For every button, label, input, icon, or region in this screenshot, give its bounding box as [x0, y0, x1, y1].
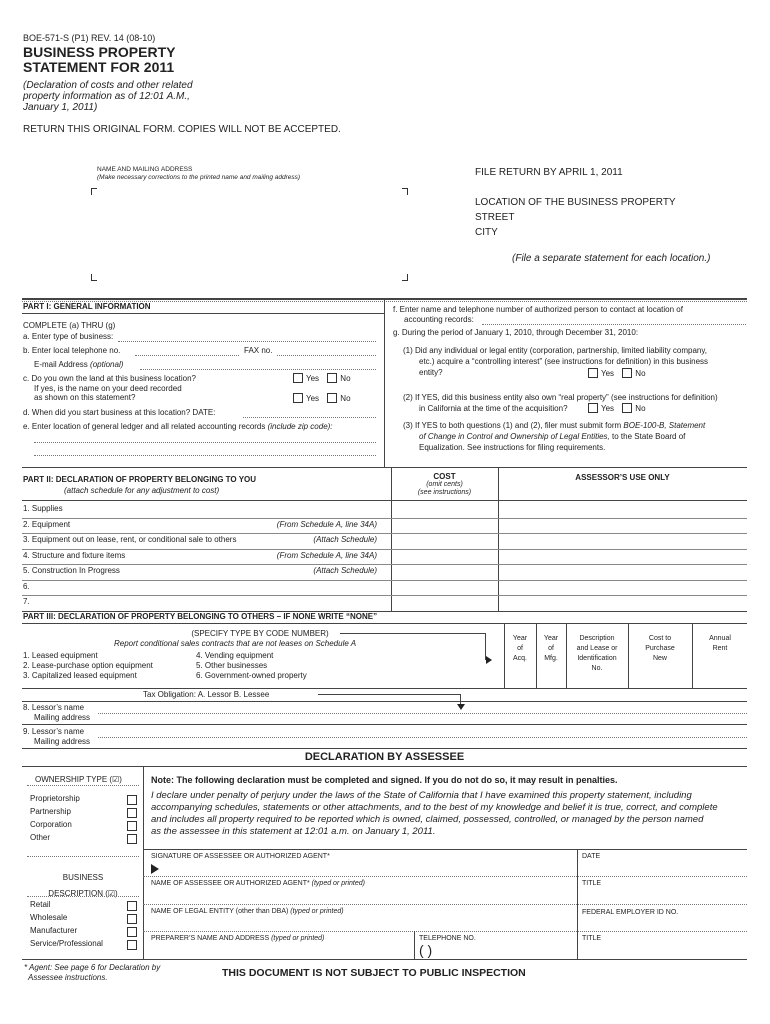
- business-option-label: Retail: [30, 900, 51, 909]
- part2-row-label: 4. Structure and fixture items: [23, 550, 126, 560]
- column-divider: [692, 623, 693, 688]
- control-question-line: entity?: [419, 368, 443, 377]
- deed-yes-checkbox[interactable]: [293, 393, 303, 403]
- lessor-address-label: Mailing address: [34, 713, 91, 722]
- ownership-option-checkbox[interactable]: [127, 808, 137, 818]
- part2-row-label: 7.: [23, 597, 30, 606]
- telephone-field[interactable]: [135, 355, 239, 356]
- control-question-line: (1) Did any individual or legal entity (corporation, partnership, limited liability company,: [403, 346, 707, 355]
- declaration-text: [151, 790, 718, 838]
- no-label: No: [635, 368, 646, 378]
- part2-subheading: (attach schedule for any adjustment to cost): [64, 486, 220, 495]
- header-line: Purchase: [645, 645, 675, 652]
- boe100b-line: Equalization. See instructions for filing requirements.: [419, 443, 606, 452]
- report-note: Report conditional sales contracts that are not leases on Schedule A: [114, 639, 357, 648]
- no-label: No: [635, 403, 646, 413]
- address-label: [97, 166, 300, 182]
- real-property-no-checkbox[interactable]: [622, 403, 632, 413]
- fein-field[interactable]: [582, 918, 742, 930]
- deed-no-checkbox[interactable]: [327, 393, 337, 403]
- leader-line: [340, 633, 485, 634]
- real-property-question: [403, 392, 718, 414]
- subtitle-line: property information as of 12:01 A.M.,: [23, 91, 190, 102]
- control-question-line: etc.) acquire a “controlling interest” (see instructions for definition) in this business: [419, 357, 709, 366]
- header-line: of: [548, 645, 554, 652]
- preparer-field[interactable]: [151, 944, 409, 957]
- cost-subheader-line: (omit cents): [426, 481, 463, 488]
- lessor8-label: [23, 703, 90, 723]
- header-line: No.: [591, 665, 603, 672]
- signature-field[interactable]: [163, 860, 573, 874]
- file-return-deadline: FILE RETURN BY APRIL 1, 2011: [475, 167, 623, 178]
- header-line: Year: [512, 635, 528, 642]
- email-field[interactable]: [140, 369, 376, 370]
- description-header: [566, 634, 628, 674]
- divider: [22, 623, 747, 624]
- title-label: TITLE: [582, 880, 602, 887]
- declaration-note: Note: The following declaration must be completed and signed. If you do not do so, it may result in penalties.: [151, 775, 618, 785]
- ledger-field[interactable]: [34, 455, 376, 456]
- preparer-label-text: PREPARER’S NAME AND ADDRESS: [151, 935, 270, 942]
- part2-cost-field[interactable]: [392, 564, 497, 579]
- preparer-note: (typed or printed): [271, 935, 325, 942]
- footnote-line: * Agent: See page 6 for Declaration by: [24, 963, 161, 972]
- part2-cost-field[interactable]: [392, 518, 497, 533]
- header-line: Mfg.: [544, 655, 558, 662]
- agent-name-label-text: NAME OF ASSESSEE OR AUTHORIZED AGENT*: [151, 880, 310, 887]
- phone-label: TELEPHONE NO.: [419, 935, 476, 942]
- preparer-title-label: TITLE: [582, 935, 602, 942]
- declaration-line: accompanying schedules, statements or other attachments, and to the best of my knowledge and belief it is true, correct, and complete: [151, 802, 718, 813]
- code-item: 1. Leased equipment: [23, 651, 98, 660]
- land-yes-checkbox[interactable]: [293, 373, 303, 383]
- part2-row-label: 2. Equipment: [23, 519, 71, 529]
- control-yesno: [588, 368, 646, 380]
- date-field[interactable]: [582, 861, 742, 874]
- business-label-line: DESCRIPTION (☑): [48, 889, 118, 898]
- lessor9-label: [23, 727, 90, 747]
- tax-obligation: Tax Obligation: A. Lessor B. Lessee: [143, 690, 270, 699]
- agent-footnote: [24, 963, 160, 983]
- lessor-name-label: 9. Lessor’s name: [23, 727, 85, 736]
- lessor-name-label: 8. Lessor’s name: [23, 703, 85, 712]
- control-question: [403, 345, 708, 378]
- deed-yesno: [293, 393, 351, 405]
- yes-label: Yes: [601, 403, 615, 413]
- corner-mark: [91, 274, 97, 281]
- cost-header: COST: [433, 472, 456, 481]
- ownership-option-label: Proprietorship: [30, 794, 80, 803]
- lessor-address-label: Mailing address: [34, 737, 91, 746]
- contact-question-line: f. Enter name and telephone number of authorized person to contact at location of: [393, 305, 683, 314]
- part2-cost-field[interactable]: [392, 580, 497, 595]
- declaration-line: I declare under penalty of perjury under the laws of the State of California that I have examined this property statement, including: [151, 790, 692, 801]
- assessor-use-header: ASSESSOR’S USE ONLY: [575, 473, 670, 482]
- declaration-line: and includes all property required to be reported which is owned, claimed, possessed, controlled, or managed by the person named: [151, 814, 704, 825]
- part1-heading: PART I: GENERAL INFORMATION: [23, 302, 151, 311]
- email-optional: (optional): [90, 360, 124, 369]
- header-line: Description: [579, 635, 615, 642]
- deed-question: [34, 384, 182, 402]
- fax-label: FAX no.: [244, 346, 273, 355]
- divider: [143, 931, 747, 932]
- business-option-label: Wholesale: [30, 913, 68, 922]
- yes-label: Yes: [601, 368, 615, 378]
- lessor8-name-field[interactable]: [98, 713, 747, 714]
- header-line: of: [517, 645, 523, 652]
- boe100b-form-name: BOE-100-B, Statement: [623, 421, 706, 430]
- part3-heading: PART III: DECLARATION OF PROPERTY BELONGING TO OTHERS – IF NONE WRITE “NONE”: [23, 612, 378, 621]
- divider: [22, 766, 747, 767]
- code-item: 6. Government-owned property: [196, 671, 307, 680]
- code-item: 3. Capitalized leased equipment: [23, 671, 137, 680]
- fein-label: FEDERAL EMPLOYER ID NO.: [582, 909, 679, 916]
- legal-entity-note: (typed or printed): [290, 908, 344, 915]
- column-divider: [414, 931, 415, 959]
- boe100b-form-name: of Change in Control and Ownership of Legal Entities,: [419, 432, 610, 441]
- part2-row-label: 3. Equipment out on lease, rent, or conditional sale to others: [23, 535, 237, 544]
- header-line: Acq.: [512, 655, 527, 662]
- header-line: and Lease or: [576, 645, 618, 652]
- divider: [27, 896, 139, 897]
- agent-name-field[interactable]: [151, 889, 571, 902]
- business-option-checkbox[interactable]: [127, 901, 137, 911]
- signature-label: SIGNATURE OF ASSESSEE OR AUTHORIZED AGENT*: [151, 853, 330, 860]
- form-title-line1: BUSINESS PROPERTY: [23, 44, 176, 60]
- preparer-title-field[interactable]: [582, 944, 742, 957]
- header-line: Annual: [709, 635, 731, 642]
- start-date-field[interactable]: [243, 417, 376, 418]
- start-date-label: d. When did you start business at this location? DATE:: [23, 408, 216, 417]
- divider: [27, 856, 139, 857]
- agent-name-label: [151, 880, 365, 887]
- year-mfg-header: [536, 634, 566, 664]
- boe100b-instruction: [403, 420, 705, 453]
- annual-rent-header: [692, 634, 748, 654]
- row-divider: [22, 595, 747, 596]
- real-property-line: (2) If YES, did this business entity also own “real property” (see instructions for definition): [403, 393, 718, 402]
- business-option-checkbox[interactable]: [127, 927, 137, 937]
- corner-mark: [402, 274, 408, 281]
- yes-label: Yes: [306, 393, 320, 403]
- divider: [22, 959, 747, 960]
- arrow-icon: [486, 656, 492, 664]
- part2-cost-field[interactable]: [392, 502, 497, 517]
- divider: [22, 724, 747, 725]
- part2-row-label: 6.: [23, 581, 30, 591]
- leader-line: [318, 694, 460, 695]
- divider: [22, 748, 747, 749]
- form-id: BOE-571-S (P1) REV. 14 (08-10): [23, 33, 156, 43]
- corner-mark: [91, 188, 97, 195]
- business-label-line: BUSINESS: [62, 873, 104, 882]
- phone-field[interactable]: ( ): [419, 942, 433, 958]
- ownership-option-label: Partnership: [30, 807, 71, 816]
- land-yesno: [293, 373, 351, 385]
- land-no-checkbox[interactable]: [327, 373, 337, 383]
- public-inspection-notice: THIS DOCUMENT IS NOT SUBJECT TO PUBLIC INSPECTION: [222, 967, 526, 979]
- control-yes-checkbox[interactable]: [588, 368, 598, 378]
- control-no-checkbox[interactable]: [622, 368, 632, 378]
- ownership-option-checkbox[interactable]: [127, 821, 137, 831]
- boe100b-line: (3) If YES to both questions (1) and (2), filer must submit form: [403, 421, 622, 430]
- part2-row-note: (Attach Schedule): [313, 535, 377, 544]
- address-label-text: NAME AND MAILING ADDRESS: [97, 166, 193, 173]
- contact-field[interactable]: [482, 324, 746, 325]
- declaration-title: DECLARATION BY ASSESSEE: [304, 751, 465, 763]
- location-label: LOCATION OF THE BUSINESS PROPERTY: [475, 197, 676, 208]
- legal-entity-label-text: NAME OF LEGAL ENTITY (other than DBA): [151, 908, 289, 915]
- header-line: Identification: [577, 655, 617, 662]
- complete-instruction: COMPLETE (a) THRU (g): [23, 321, 116, 330]
- header-line: Cost to: [648, 635, 672, 642]
- part2-cost-field[interactable]: [392, 549, 497, 564]
- divider: [143, 876, 747, 877]
- real-property-yesno: [588, 403, 646, 415]
- business-type-label: a. Enter type of business:: [23, 332, 114, 341]
- footnote-line: Assessee instructions.: [28, 973, 108, 982]
- divider: [143, 849, 747, 850]
- year-acq-header: [504, 634, 536, 664]
- row-divider: [22, 533, 747, 534]
- title-field[interactable]: [582, 889, 742, 902]
- divider: [27, 785, 139, 786]
- row-divider: [22, 580, 747, 581]
- divider: [22, 688, 747, 689]
- date-label: DATE: [582, 853, 601, 860]
- ownership-option-label: Other: [30, 833, 51, 842]
- form-title: [23, 45, 175, 75]
- ownership-option-label: Corporation: [30, 820, 72, 829]
- address-sublabel: (Make necessary corrections to the printed name and mailing address): [97, 174, 301, 181]
- divider: [22, 500, 747, 501]
- corner-mark: [402, 188, 408, 195]
- form-subtitle: [23, 80, 193, 113]
- column-divider: [384, 298, 385, 468]
- part2-cost-field[interactable]: [392, 533, 497, 548]
- divider: [143, 904, 747, 905]
- boe100b-line: to the State Board of: [612, 432, 686, 441]
- part2-row-label: 1. Supplies: [23, 504, 63, 513]
- email-label: [34, 360, 123, 369]
- legal-entity-field[interactable]: [151, 917, 571, 930]
- real-property-yes-checkbox[interactable]: [588, 403, 598, 413]
- city-label: CITY: [475, 227, 498, 238]
- ledger-label-note: (include zip code):: [267, 422, 333, 431]
- cost-subheader: [391, 481, 498, 497]
- cost-subheader-line: (see instructions): [417, 489, 472, 496]
- subtitle-line: (Declaration of costs and other related: [23, 80, 193, 91]
- row-divider: [22, 549, 747, 550]
- email-label-text: E-mail Address: [34, 360, 88, 369]
- no-label: No: [340, 393, 351, 403]
- contact-question-line: accounting records:: [404, 315, 474, 324]
- divider: [22, 701, 747, 702]
- row-divider: [22, 564, 747, 565]
- column-divider: [498, 467, 499, 612]
- business-option-label: Manufacturer: [30, 926, 78, 935]
- preparer-label: [151, 935, 324, 942]
- divider: [22, 313, 384, 314]
- lessor9-name-field[interactable]: [98, 737, 747, 738]
- part2-row-label: 5. Construction In Progress: [23, 566, 120, 575]
- code-item: 4. Vending equipment: [196, 651, 274, 660]
- ledger-field[interactable]: [34, 442, 376, 443]
- subtitle-line: January 1, 2011): [23, 102, 98, 113]
- code-item: 5. Other businesses: [196, 661, 268, 670]
- legal-entity-label: [151, 908, 344, 915]
- telephone-label: b. Enter local telephone no.: [23, 346, 121, 355]
- divider: [22, 467, 747, 468]
- deed-question-line: If yes, is the name on your deed recorded: [34, 384, 182, 393]
- codes-right: [196, 651, 307, 681]
- period-question: g. During the period of January 1, 2010, through December 31, 2010:: [393, 328, 639, 337]
- part2-cost-field[interactable]: [392, 595, 497, 610]
- ownership-option-checkbox[interactable]: [127, 795, 137, 805]
- ownership-option-checkbox[interactable]: [127, 834, 137, 844]
- return-notice: RETURN THIS ORIGINAL FORM. COPIES WILL NOT BE ACCEPTED.: [23, 124, 341, 135]
- cost-new-header: [628, 634, 692, 664]
- location-block: [475, 195, 676, 240]
- land-question: c. Do you own the land at this business location?: [23, 374, 196, 383]
- fax-field[interactable]: [277, 355, 376, 356]
- specify-type: (SPECIFY TYPE BY CODE NUMBER): [191, 629, 329, 638]
- yes-label: Yes: [306, 373, 320, 383]
- ledger-label: [23, 422, 333, 431]
- declaration-line: as the assessee in this statement at 12:01 a.m. on January 1, 2011.: [151, 826, 436, 837]
- code-item: 2. Lease-purchase option equipment: [23, 661, 153, 670]
- arrow-icon: [457, 704, 465, 710]
- header-line: Year: [543, 635, 559, 642]
- business-option-checkbox[interactable]: [127, 914, 137, 924]
- ownership-label: OWNERSHIP TYPE (☑): [35, 775, 122, 784]
- street-label: STREET: [475, 212, 515, 223]
- part2-heading: PART II: DECLARATION OF PROPERTY BELONGING TO YOU: [23, 475, 257, 484]
- contact-question: [393, 305, 683, 325]
- business-option-label: Service/Professional: [30, 939, 103, 948]
- part2-row-note: (From Schedule A, line 34A): [276, 519, 377, 529]
- deed-question-line: as shown on this statement?: [34, 393, 136, 402]
- arrow-icon: [151, 864, 159, 874]
- part2-row-note: (From Schedule A, line 34A): [276, 550, 377, 560]
- part2-row-note: (Attach Schedule): [313, 566, 377, 575]
- no-label: No: [340, 373, 351, 383]
- business-type-field[interactable]: [118, 341, 376, 342]
- row-divider: [22, 518, 747, 519]
- codes-left: [23, 651, 153, 681]
- separate-statement-note: (File a separate statement for each location.): [512, 253, 711, 264]
- header-line: Rent: [712, 645, 728, 652]
- agent-name-note: (typed or printed): [311, 880, 365, 887]
- real-property-line: in California at the time of the acquisition?: [419, 404, 568, 413]
- business-option-checkbox[interactable]: [127, 940, 137, 950]
- form-title-line2: STATEMENT FOR 2011: [23, 59, 175, 75]
- ledger-label-text: e. Enter location of general ledger and all related accounting records: [23, 422, 266, 431]
- business-description-label: [27, 870, 139, 902]
- header-line: New: [652, 655, 667, 662]
